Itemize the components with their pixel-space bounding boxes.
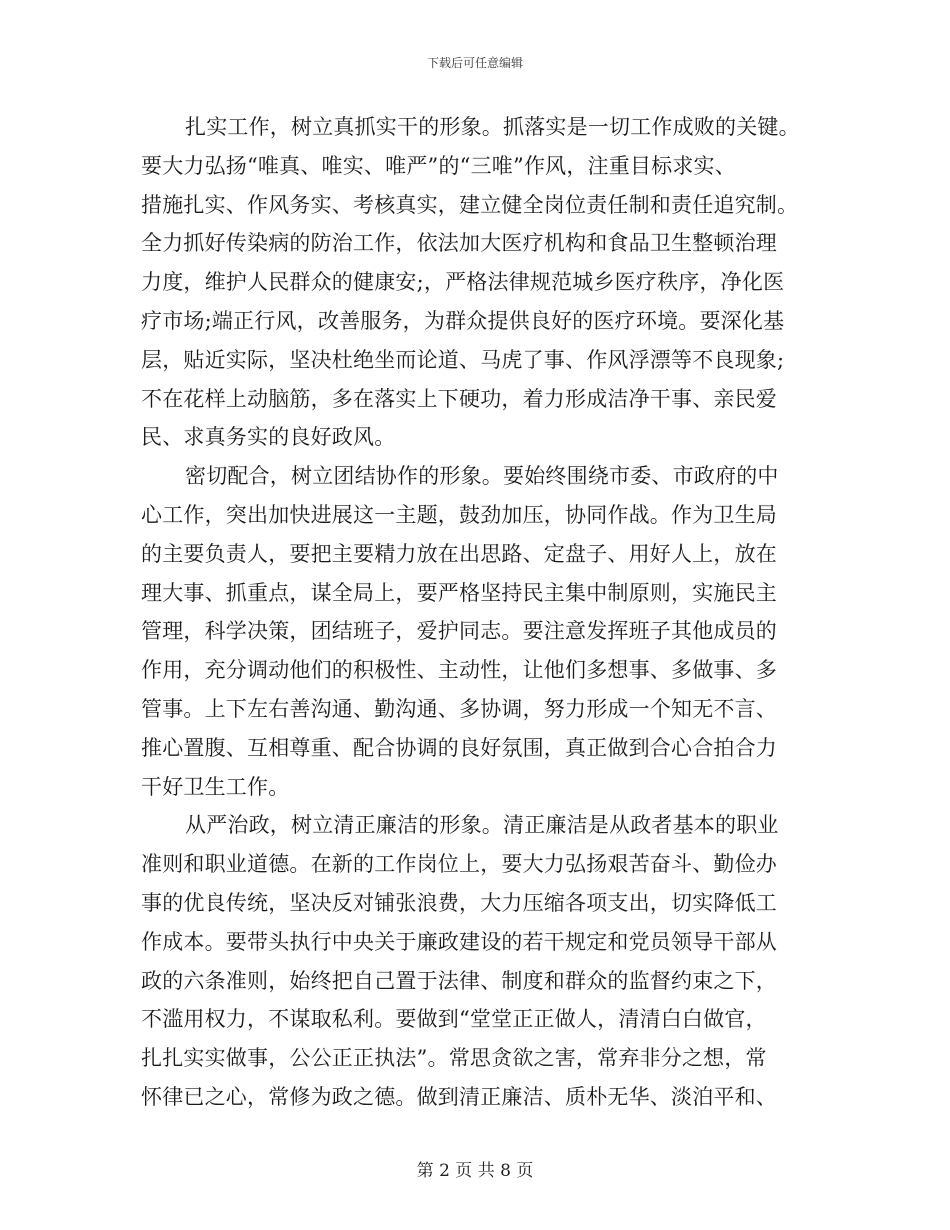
text-line: 推心置腹、互相尊重、配合协调的良好氛围，真正做到合心合拍合力 — [141, 735, 777, 760]
text-line: 作用，充分调动他们的积极性、主动性，让他们多想事、多做事、多 — [141, 658, 777, 683]
text-line: 力度，维护人民群众的健康安;，严格法律规范城乡医疗秩序，净化医 — [141, 270, 785, 295]
text-line: 不在花样上动脑筋，多在落实上下硬功，着力形成洁净干事、亲民爱 — [141, 386, 777, 411]
text-line: 密切配合，树立团结协作的形象。要始终围绕市委、市政府的中 — [185, 464, 779, 489]
text-line: 疗市场;端正行风，改善服务，为群众提供良好的医疗环境。要深化基 — [141, 308, 785, 333]
text-line: 作成本。要带头执行中央关于廉政建设的若干规定和党员领导干部从 — [141, 929, 777, 954]
text-line: 事的优良传统，坚决反对铺张浪费，大力压缩各项支出，切实降低工 — [141, 890, 777, 915]
page-number-footer: 第 2 页 共 8 页 — [416, 1161, 534, 1181]
paragraph-2 — [141, 457, 809, 806]
text-line: 不滥用权力，不谋取私利。要做到“堂堂正正做人，清清白白做官， — [141, 1007, 767, 1032]
text-line: 层，贴近实际，坚决杜绝坐而论道、马虎了事、作风浮漂等不良现象; — [141, 347, 785, 372]
page-header: 下载后可任意编辑 — [426, 56, 523, 70]
text-line: 措施扎实、作风务实、考核真实，建立健全岗位责任制和责任追究制。 — [141, 192, 799, 217]
text-line: 政的六条准则，始终把自己置于法律、制度和群众的监督约束之下， — [141, 968, 777, 993]
text-line: 准则和职业道德。在新的工作岗位上，要大力弘扬艰苦奋斗、勤俭办 — [141, 852, 777, 877]
text-line: 全力抓好传染病的防治工作，依法加大医疗机构和食品卫生整顿治理 — [141, 231, 777, 256]
paragraph-1 — [141, 108, 809, 457]
text-line: 的主要负责人，要把主要精力放在出思路、定盘子、用好人上，放在 — [141, 541, 777, 566]
text-line: 要大力弘扬“唯真、唯实、唯严”的“三唯”作风，注重目标求实、 — [141, 153, 736, 178]
document-body — [141, 108, 809, 1117]
text-line: 管事。上下左右善沟通、勤沟通、多协调，努力形成一个知无不言、 — [141, 696, 777, 721]
text-line: 扎实工作，树立真抓实干的形象。抓落实是一切工作成败的关键。 — [185, 115, 800, 139]
text-line: 民、求真务实的良好政风。 — [141, 425, 396, 450]
text-line: 管理，科学决策，团结班子，爱护同志。要注意发挥班子其他成员的 — [141, 619, 777, 644]
text-line: 理大事、抓重点，谋全局上，要严格坚持民主集中制原则，实施民主 — [141, 580, 777, 605]
paragraph-3 — [141, 806, 809, 1116]
text-line: 干好卫生工作。 — [141, 774, 290, 799]
text-line: 怀律已之心，常修为政之德。做到清正廉洁、质朴无华、淡泊平和、 — [141, 1084, 777, 1109]
text-line: 从严治政，树立清正廉洁的形象。清正廉洁是从政者基本的职业 — [185, 813, 779, 838]
text-line: 扎扎实实做事，公公正正执法”。常思贪欲之害，常弃非分之想，常 — [141, 1046, 767, 1071]
text-line: 心工作，突出加快进展这一主题，鼓劲加压，协同作战。作为卫生局 — [141, 502, 777, 527]
